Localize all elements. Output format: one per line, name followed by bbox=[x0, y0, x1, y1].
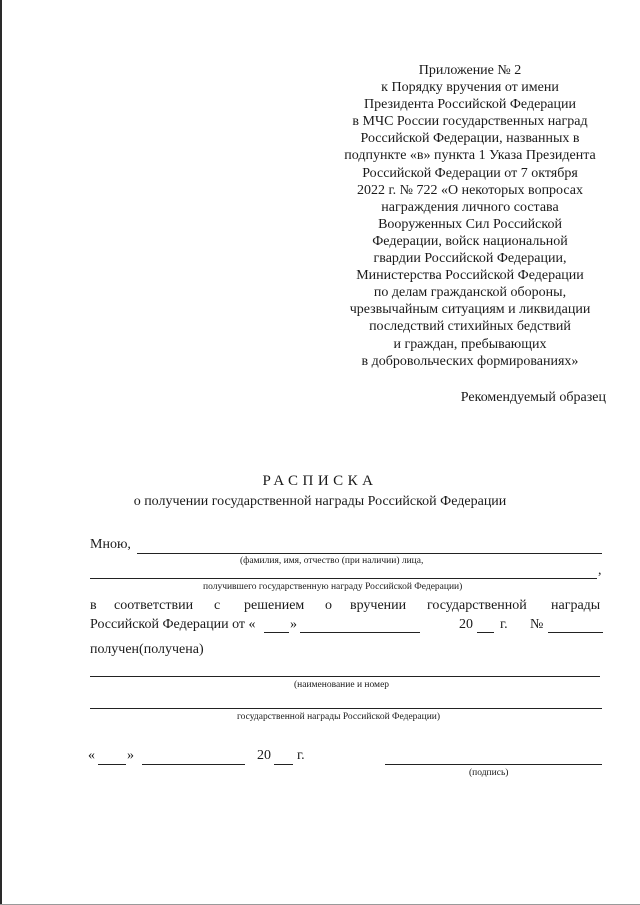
word-s: с bbox=[214, 598, 221, 613]
date-month-line bbox=[142, 764, 245, 765]
word-vruchenii: вручении bbox=[350, 598, 407, 613]
award-name-line bbox=[90, 676, 600, 677]
annex-line: и граждан, пребывающих bbox=[393, 336, 547, 352]
month-line bbox=[300, 632, 420, 633]
comma: , bbox=[598, 563, 602, 578]
date-year-line bbox=[274, 764, 293, 765]
scan-left-edge bbox=[0, 0, 2, 905]
number-sign: № bbox=[530, 617, 544, 632]
number-line bbox=[548, 632, 603, 633]
date-day-line bbox=[98, 764, 126, 765]
annex-header bbox=[330, 62, 610, 370]
year-20: 20 bbox=[459, 617, 473, 632]
signature-line bbox=[385, 764, 602, 765]
date-year-20: 20 bbox=[257, 748, 271, 763]
fio-line bbox=[137, 553, 602, 554]
word-o: о bbox=[325, 598, 332, 613]
date-close-quote: » bbox=[127, 748, 134, 763]
annex-line: Министерства Российской Федерации bbox=[356, 268, 584, 284]
annex-line: в добровольческих формированиях» bbox=[361, 353, 579, 369]
caption-fio: (фамилия, имя, отчество (при наличии) лица, bbox=[240, 556, 424, 566]
annex-line: 2022 г. № 722 «О некоторых вопросах bbox=[356, 182, 584, 198]
annex-line: Президента Российской Федерации bbox=[364, 97, 576, 113]
document-subtitle: о получении государственной награды Российской Федерации bbox=[133, 494, 507, 509]
word-sootvetstvii: соответствии bbox=[114, 598, 194, 613]
annex-line: Вооруженных Сил Российской bbox=[378, 216, 562, 232]
date-year-g: г. bbox=[297, 748, 305, 763]
word-nagrady: награды bbox=[551, 598, 601, 613]
poluchen-label: получен(получена) bbox=[90, 642, 204, 657]
date-open-quote: « bbox=[88, 748, 95, 763]
year-g: г. bbox=[500, 617, 508, 632]
sample-label: Рекомендуемый образец bbox=[460, 390, 606, 405]
word-v: в bbox=[90, 598, 97, 613]
award-number-line bbox=[90, 708, 602, 709]
annex-line: к Порядку вручения от имени bbox=[381, 80, 559, 96]
word-resheniem: решением bbox=[244, 598, 305, 613]
annex-line: по делам гражданской обороны, bbox=[373, 285, 567, 301]
annex-line: Российской Федерации, названных в bbox=[360, 131, 580, 147]
annex-line: подпункте «в» пункта 1 Указа Президента bbox=[344, 148, 596, 164]
annex-line: Федерации, войск национальной bbox=[372, 233, 568, 249]
annex-line: чрезвычайным ситуациям и ликвидации bbox=[349, 302, 591, 318]
document-title: РАСПИСКА bbox=[262, 473, 378, 489]
word-gosudarstvennoy: государственной bbox=[427, 598, 527, 613]
caption-award: государственной награды Российской Федерации) bbox=[237, 712, 441, 722]
close-quote: » bbox=[290, 617, 297, 632]
caption-name: (наименование и номер bbox=[294, 680, 390, 690]
mnoyu-label: Мною, bbox=[90, 537, 131, 552]
day-line bbox=[264, 632, 289, 633]
caption-received: получившего государственную награду Российской Федерации) bbox=[203, 582, 463, 592]
fio-line-2 bbox=[90, 578, 597, 579]
annex-line: гвардии Российской Федерации, bbox=[373, 251, 567, 267]
rf-from-label: Российской Федерации от « bbox=[90, 617, 256, 632]
annex-line: в МЧС России государственных наград bbox=[352, 114, 588, 130]
caption-signature: (подпись) bbox=[469, 768, 509, 778]
annex-line: награждения личного состава bbox=[381, 199, 559, 215]
annex-line: последствий стихийных бедствий bbox=[369, 319, 571, 335]
annex-line: Российской Федерации от 7 октября bbox=[362, 165, 578, 181]
annex-line: Приложение № 2 bbox=[418, 63, 522, 78]
year-line bbox=[477, 632, 494, 633]
